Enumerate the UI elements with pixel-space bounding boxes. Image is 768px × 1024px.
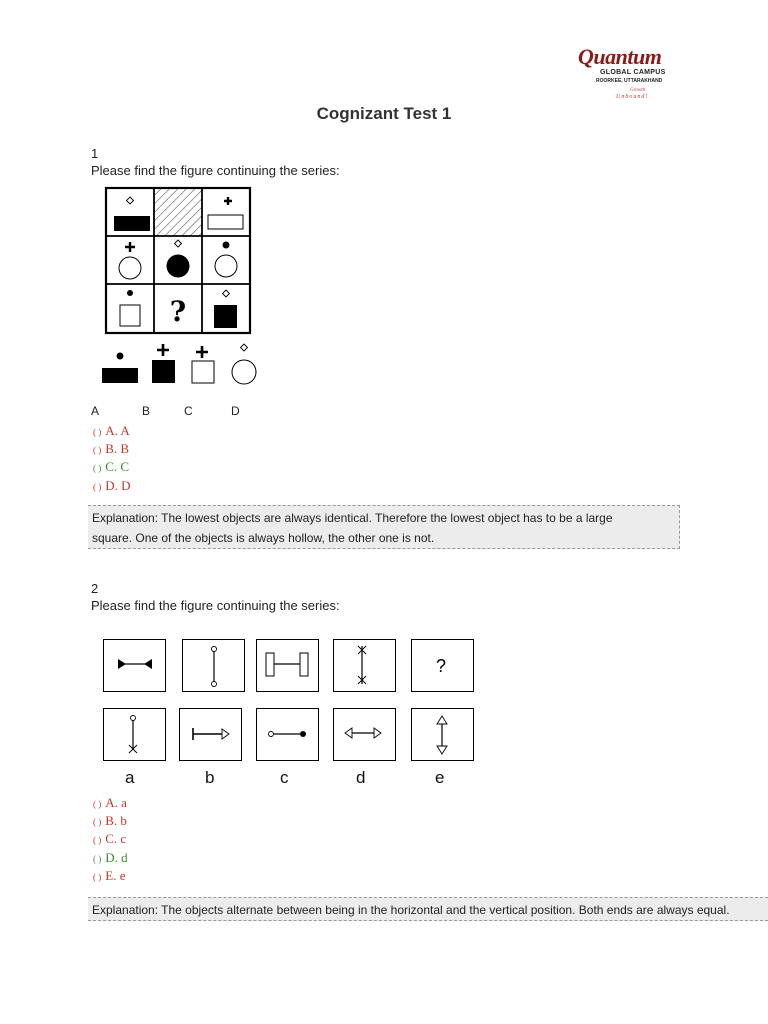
q2-explanation: Explanation: The objects alternate between being in the horizontal and the vertical position. Both ends are always equal. [88, 897, 768, 921]
q2-series-box-5 [411, 639, 474, 692]
q2-option-a[interactable] [93, 795, 127, 811]
q1-explanation [88, 505, 680, 549]
question-box [412, 640, 472, 690]
vertical-circles-icon [183, 640, 243, 690]
q2-text: Please find the figure continuing the series: [91, 598, 340, 613]
option-label: A. A [105, 423, 130, 438]
q1-option-a[interactable] [93, 423, 130, 439]
vertical-crosses-icon [334, 640, 394, 690]
cell-r1c1 [114, 197, 150, 231]
answer-figure-a [102, 353, 138, 384]
plus-icon [224, 197, 232, 205]
diamond-icon [223, 290, 230, 297]
q1-letter-b: B [142, 404, 151, 418]
vertical-circle-cross-icon [104, 709, 164, 759]
cell-r3c3 [214, 290, 237, 328]
q1-letter-a: A [91, 404, 100, 418]
q2-number: 2 [91, 581, 99, 596]
q1-text: Please find the figure continuing the series: [91, 163, 340, 178]
cell-r2c2 [167, 240, 190, 278]
q2-question-mark: ? [435, 656, 447, 676]
radio-marker[interactable]: ( ) [93, 799, 102, 809]
radio-marker[interactable]: ( ) [93, 835, 102, 845]
quantum-logo [578, 44, 688, 106]
q2-series-box-2 [182, 639, 245, 692]
horizontal-triangles-icon [334, 709, 394, 759]
vertical-triangles-icon [412, 709, 472, 759]
option-label: D. d [105, 850, 128, 865]
q2-option-e[interactable] [93, 868, 125, 884]
q1-question-mark: ? [169, 295, 187, 328]
q1-option-c[interactable] [93, 459, 129, 475]
q2-option-b[interactable] [93, 813, 127, 829]
logo-tag2: Unbound! [616, 94, 649, 100]
logo-line1: GLOBAL CAMPUS [600, 69, 666, 76]
q2-series-box-1 [103, 639, 166, 692]
logo-name: Quantum [578, 44, 662, 69]
radio-marker[interactable]: ( ) [93, 872, 102, 882]
q1-option-b[interactable] [93, 441, 129, 457]
radio-marker[interactable]: ( ) [93, 463, 102, 473]
horizontal-bar-triangle-icon [180, 709, 240, 759]
q1-grid-figure [104, 186, 252, 335]
option-label: C. C [105, 459, 130, 474]
option-label: E. e [105, 868, 126, 883]
q2-letter-a: a [125, 768, 135, 787]
logo-tag1: Growth [630, 88, 646, 93]
radio-marker[interactable]: ( ) [93, 854, 102, 864]
plus-icon [157, 344, 169, 356]
radio-marker[interactable]: ( ) [93, 482, 102, 492]
q1-option-d[interactable] [93, 478, 131, 494]
diamond-icon [241, 344, 248, 351]
q2-letter-d: d [356, 768, 366, 787]
answer-figure-c [192, 346, 214, 383]
option-label: B. B [105, 441, 130, 456]
logo-line2: ROORKEE, UTTARAKHAND [596, 78, 663, 84]
cell-r2c3 [215, 242, 237, 278]
q2-answer-box-b [179, 708, 242, 761]
cell-r3c1 [120, 290, 140, 326]
q2-answer-box-c [256, 708, 319, 761]
diamond-icon [175, 240, 182, 247]
q2-letter-b: b [205, 768, 215, 787]
dot-icon [127, 290, 133, 296]
q1-letter-d: D [231, 404, 240, 418]
radio-marker[interactable]: ( ) [93, 445, 102, 455]
plus-icon [125, 242, 135, 252]
q2-option-c[interactable] [93, 831, 126, 847]
dot-icon [117, 353, 124, 360]
cell-r2c1 [119, 242, 141, 279]
q2-answer-box-a [103, 708, 166, 761]
q2-option-d[interactable] [93, 850, 128, 866]
dot-icon [223, 242, 230, 249]
horizontal-arrowheads-icon [104, 640, 164, 690]
q1-answer-figures [96, 340, 266, 392]
page-title: Cognizant Test 1 [316, 104, 452, 123]
q2-answer-box-d [333, 708, 396, 761]
q2-series-box-3 [256, 639, 319, 692]
horizontal-circle-dot-icon [257, 709, 317, 759]
option-label: B. b [105, 813, 127, 828]
q1-letter-c: C [184, 404, 193, 418]
radio-marker[interactable]: ( ) [93, 817, 102, 827]
plus-icon [196, 346, 208, 358]
diamond-icon [127, 197, 134, 204]
cell-r1c3 [208, 197, 243, 229]
radio-marker[interactable]: ( ) [93, 427, 102, 437]
q2-letter-c: c [280, 768, 289, 787]
answer-figure-b [152, 344, 175, 383]
cell-r1c2-hatched [154, 188, 202, 236]
option-label: C. c [105, 831, 127, 846]
explanation-line: Explanation: The lowest objects are always identical. Therefore the lowest object has to be a large [92, 511, 613, 525]
q2-series-box-4 [333, 639, 396, 692]
option-label: A. a [105, 795, 127, 810]
q1-number: 1 [91, 146, 99, 161]
explanation-line: square. One of the objects is always hollow, the other one is not. [92, 531, 435, 545]
q2-letter-e: e [435, 768, 445, 787]
answer-figure-d [232, 344, 256, 384]
q2-answer-box-e [411, 708, 474, 761]
option-label: D. D [105, 478, 131, 493]
horizontal-bars-icon [257, 640, 317, 690]
